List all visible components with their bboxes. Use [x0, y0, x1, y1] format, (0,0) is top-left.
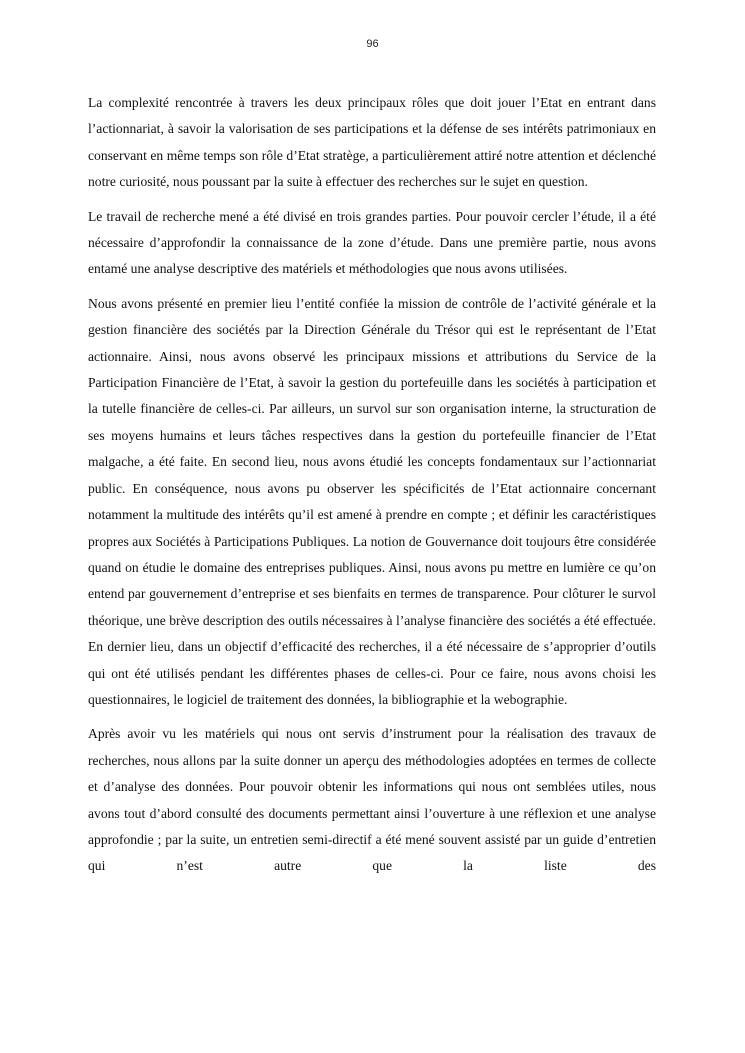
paragraph-first-part: Nous avons présenté en premier lieu l’entité confiée la mission de contrôle de l’activité générale et la gestion financière des sociétés par la Direction Générale du Trésor qui est le représentant de l’Etat actionnaire. Ainsi, nous avons observé les principaux missions et attributions du Service de la Participation Financière de l’Etat, à savoir la gestion du portefeuille dans les sociétés à participation et la tutelle financière de celles-ci. Par ailleurs, un survol sur son organisation interne, la structuration de ses moyens humains et leurs tâches respectives dans la gestion du portefeuille financier de l’Etat malgache, a été faite. En second lieu, nous avons étudié les concepts fondamentaux sur l’actionnariat public. En conséquence, nous avons pu observer les spécificités de l’Etat actionnaire concernant notamment la multitude des intérêts qu’il est amené à prendre en compte ; et définir les caractéristiques propres aux Sociétés à Participations Publiques. La notion de Gouvernance doit toujours être considérée quand on étudie le domaine des entreprises publiques. Ainsi, nous avons pu mettre en lumière ce qu’on entend par gouvernement d’entreprise et ses bienfaits en termes de transparence. Pour clôturer le survol théorique, une brève description des outils nécessaires à l’analyse financière des sociétés a été effectuée. En dernier lieu, dans un objectif d’efficacité des recherches, il a été nécessaire de s’approprier d’outils qui ont été utilisés pendant les différentes phases de celles-ci. Pour ce faire, nous avons choisi les questionnaires, le logiciel de traitement des données, la bibliographie et la webographie.	[88, 295, 656, 707]
paragraph-structure: Le travail de recherche mené a été divisé en trois grandes parties. Pour pouvoir cercler l’étude, il a été nécessaire d’approfondir la connaissance de la zone d’étude. Dans une première partie, nous avons entamé une analyse descriptive des matériels et méthodologies que nous avons utilisées.	[88, 208, 656, 277]
body-text	[88, 90, 656, 880]
paragraph-motivation: La complexité rencontrée à travers les deux principaux rôles que doit jouer l’Etat en entrant dans l’actionnariat, à savoir la valorisation de ses participations et la défense de ses intérêts patrimoniaux en conservant en même temps son rôle d’Etat stratège, a particulièrement attiré notre attention et déclenché notre curiosité, nous poussant par la suite à effectuer des recherches sur le sujet en question.	[88, 95, 656, 190]
paragraph-methodology: Après avoir vu les matériels qui nous ont servis d’instrument pour la réalisation des travaux de recherches, nous allons par la suite donner un aperçu des méthodologies adoptées en termes de collecte et d’analyse des données. Pour pouvoir obtenir les informations qui nous ont semblées utiles, nous avons tout d’abord consulté des documents permettant ainsi l’ouverture à une réflexion et une analyse approfondie ; par la suite, un entretien semi-directif a été mené souvent assisté par un guide d’entretien qui n’est autre que la liste des	[88, 726, 656, 874]
page-number: 96	[366, 38, 379, 50]
